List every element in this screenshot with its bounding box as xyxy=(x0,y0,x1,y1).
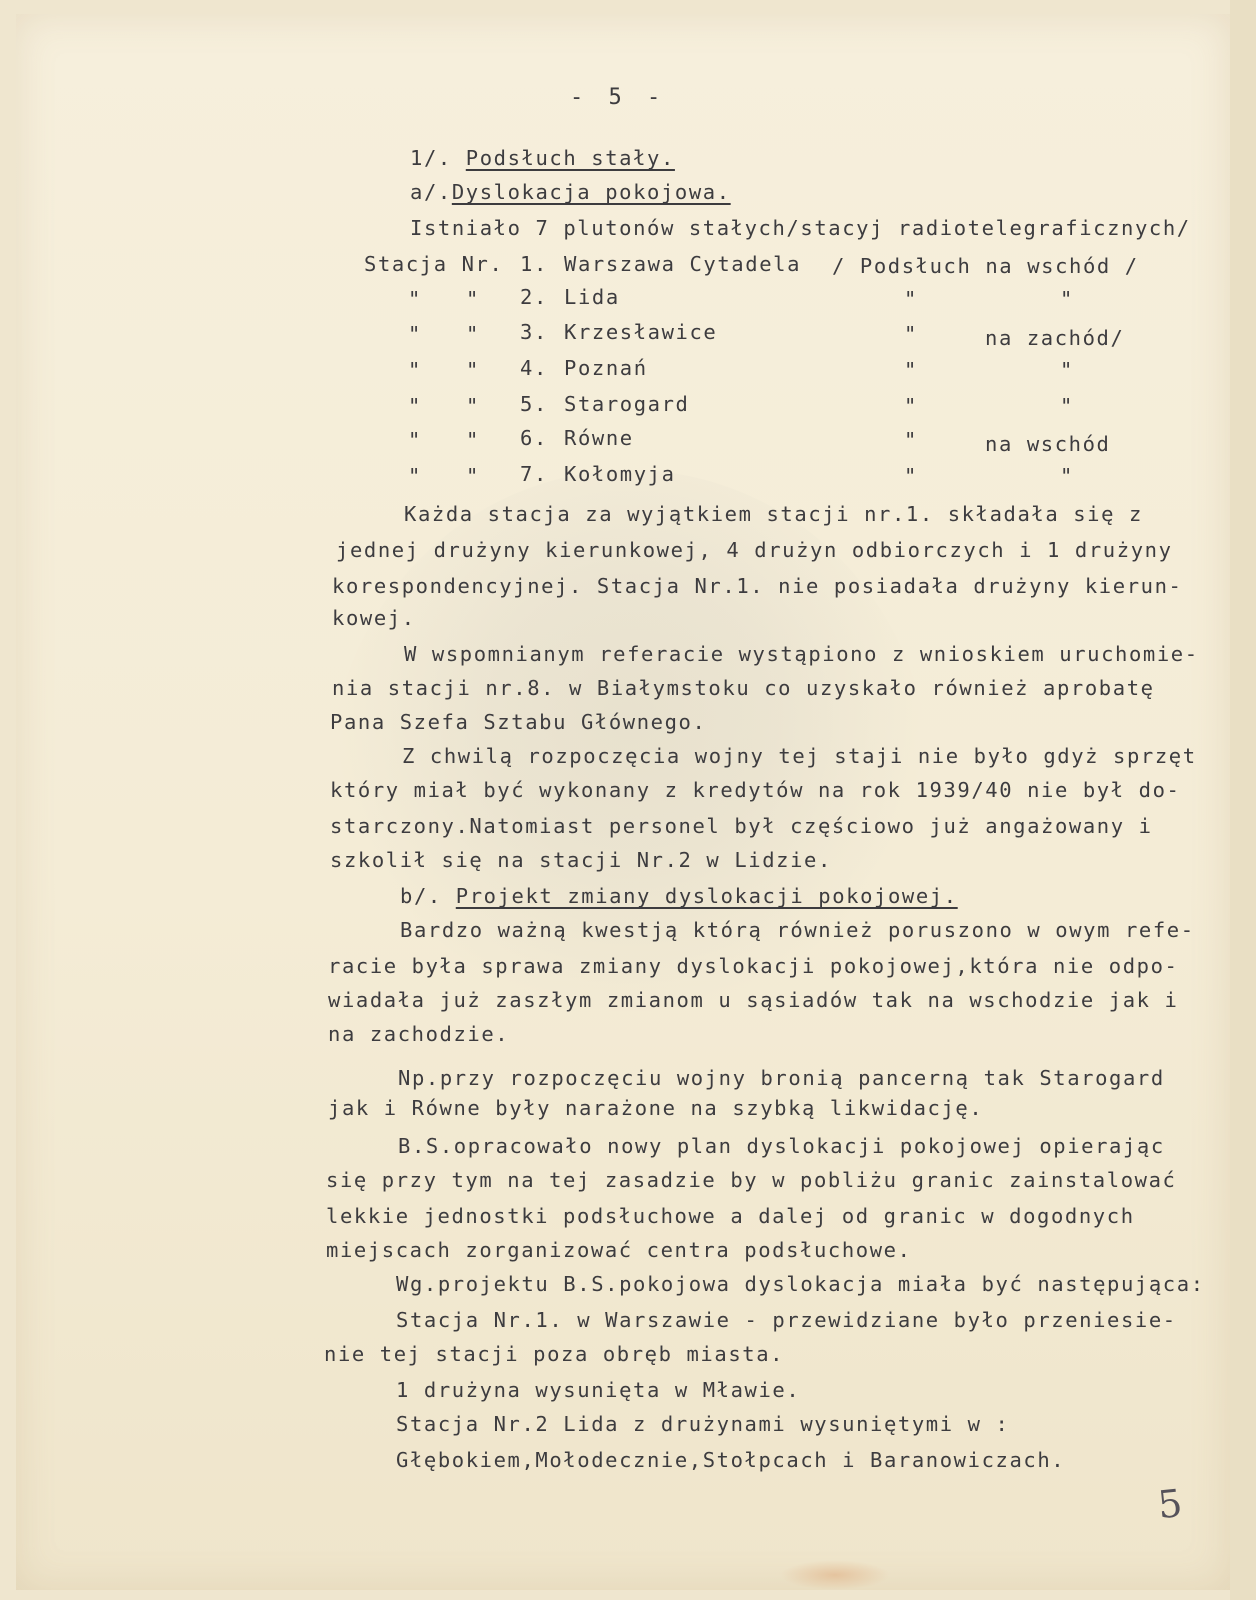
section-title: Podsłuch stały. xyxy=(465,146,675,170)
paragraph-line: na zachodzie. xyxy=(328,1022,510,1046)
station-name: Warszawa Cytadela xyxy=(564,252,802,276)
section-heading xyxy=(410,146,675,170)
ditto-mark: " xyxy=(408,464,422,488)
paragraph-line: Pana Szefa Sztabu Głównego. xyxy=(330,710,707,734)
subsection-a-number: a/. xyxy=(410,180,452,204)
paragraph-line: Stacja Nr.2 Lida z drużynami wysuniętymi w : xyxy=(396,1412,1010,1436)
paragraph-line: Bardzo ważną kwestją którą również poruszono w owym refe- xyxy=(400,918,1195,942)
ditto-mark: " xyxy=(904,464,918,488)
station-name: Krzesławice xyxy=(564,320,718,344)
ditto-mark: " xyxy=(408,287,422,311)
station-direction: / Podsłuch na wschód / xyxy=(832,254,1139,278)
paragraph-line: Wg.projektu B.S.pokojowa dyslokacja miała być następująca: xyxy=(396,1272,1205,1296)
ditto-mark: " xyxy=(466,464,480,488)
paragraph-line: nie tej stacji poza obręb miasta. xyxy=(324,1342,785,1366)
paragraph-line: B.S.opracowało nowy plan dyslokacji pokojowej opierając xyxy=(398,1134,1165,1158)
ditto-mark: " xyxy=(466,394,480,418)
intro-line: Istniało 7 plutonów stałych/stacyj radiotelegraficznych/ xyxy=(410,216,1191,240)
station-number: 1. xyxy=(520,252,548,276)
ditto-mark: " xyxy=(904,428,918,452)
ditto-mark: " xyxy=(904,287,918,311)
page-number: - 5 - xyxy=(570,85,667,110)
paragraph-line: Z chwilą rozpoczęcia wojny tej staji nie było gdyż sprzęt xyxy=(402,744,1197,768)
section-number: 1/. xyxy=(410,146,452,170)
ditto-mark: " xyxy=(408,358,422,382)
ditto-mark: " xyxy=(904,322,918,346)
paragraph-line: lekkie jednostki podsłuchowe a dalej od granic w dogodnych xyxy=(326,1204,1135,1228)
ditto-mark: " xyxy=(1060,287,1074,311)
paragraph-line: jak i Równe były narażone na szybką likwidację. xyxy=(328,1096,984,1120)
ditto-mark: " xyxy=(466,428,480,452)
station-name: Równe xyxy=(564,426,634,450)
paper-stain xyxy=(780,1560,890,1590)
paragraph-line: W wspomnianym referacie wystąpiono z wnioskiem uruchomie- xyxy=(404,642,1199,666)
paragraph-line: Głębokiem,Mołodecznie,Stołpcach i Baranowiczach. xyxy=(396,1448,1066,1472)
ditto-mark: " xyxy=(1060,394,1074,418)
paragraph-line: Stacja Nr.1. w Warszawie - przewidziane było przeniesie- xyxy=(396,1308,1177,1332)
station-name: Starogard xyxy=(564,392,690,416)
paragraph-line: Każda stacja za wyjątkiem stacji nr.1. składała się z xyxy=(404,502,1143,526)
paragraph-line: się przy tym na tej zasadzie by w pobliżu granic zainstalować xyxy=(326,1168,1177,1192)
paragraph-line: Np.przy rozpoczęciu wojny bronią pancerną tak Starogard xyxy=(398,1066,1165,1090)
subsection-b-number: b/. xyxy=(400,884,442,908)
paragraph-line: starczony.Natomiast personel był częściowo już angażowany i xyxy=(330,814,1153,838)
station-number: 4. xyxy=(520,356,548,380)
subsection-a-title: Dyslokacja pokojowa. xyxy=(451,180,731,204)
handwritten-page-number: 5 xyxy=(1155,1480,1185,1528)
subsection-b-heading xyxy=(400,884,958,908)
station-number: 5. xyxy=(520,392,548,416)
paragraph-line: korespondencyjnej. Stacja Nr.1. nie posiadała drużyny kierun- xyxy=(332,574,1183,598)
subsection-a-heading xyxy=(410,180,731,204)
station-direction: na wschód xyxy=(985,432,1111,456)
station-name: Kołomyja xyxy=(564,462,676,486)
station-number: 3. xyxy=(520,320,548,344)
page-edge xyxy=(1230,0,1256,1600)
paragraph-line: miejscach zorganizować centra podsłuchowe. xyxy=(326,1238,912,1262)
ditto-mark: " xyxy=(1060,358,1074,382)
paragraph-line: szkolił się na stacji Nr.2 w Lidzie. xyxy=(330,848,832,872)
subsection-b-title: Projekt zmiany dyslokacji pokojowej. xyxy=(455,884,958,908)
station-number: 2. xyxy=(520,285,548,309)
paragraph-line: jednej drużyny kierunkowej, 4 drużyn odbiorczych i 1 drużyny xyxy=(336,538,1173,562)
paragraph-line: wiadała już zaszłym zmianom u sąsiadów tak na wschodzie jak i xyxy=(328,988,1179,1012)
paragraph-line: kowej. xyxy=(332,606,416,630)
paragraph-line: 1 drużyna wysunięta w Mławie. xyxy=(396,1378,801,1402)
ditto-mark: " xyxy=(408,428,422,452)
station-number: 7. xyxy=(520,462,548,486)
ditto-mark: " xyxy=(466,287,480,311)
station-name: Poznań xyxy=(564,356,648,380)
ditto-mark: " xyxy=(408,394,422,418)
ditto-mark: " xyxy=(1060,464,1074,488)
station-name: Lida xyxy=(564,285,620,309)
stations-header: Stacja Nr. xyxy=(364,252,504,276)
ditto-mark: " xyxy=(904,394,918,418)
paragraph-line: racie była sprawa zmiany dyslokacji pokojowej,która nie odpo- xyxy=(328,954,1179,978)
ditto-mark: " xyxy=(408,322,422,346)
ditto-mark: " xyxy=(904,358,918,382)
paragraph-line: który miał być wykonany z kredytów na rok 1939/40 nie był do- xyxy=(330,778,1181,802)
paragraph-line: nia stacji nr.8. w Białymstoku co uzyskało również aprobatę xyxy=(332,676,1155,700)
station-number: 6. xyxy=(520,426,548,450)
ditto-mark: " xyxy=(466,322,480,346)
ditto-mark: " xyxy=(466,358,480,382)
station-direction: na zachód/ xyxy=(985,326,1125,350)
